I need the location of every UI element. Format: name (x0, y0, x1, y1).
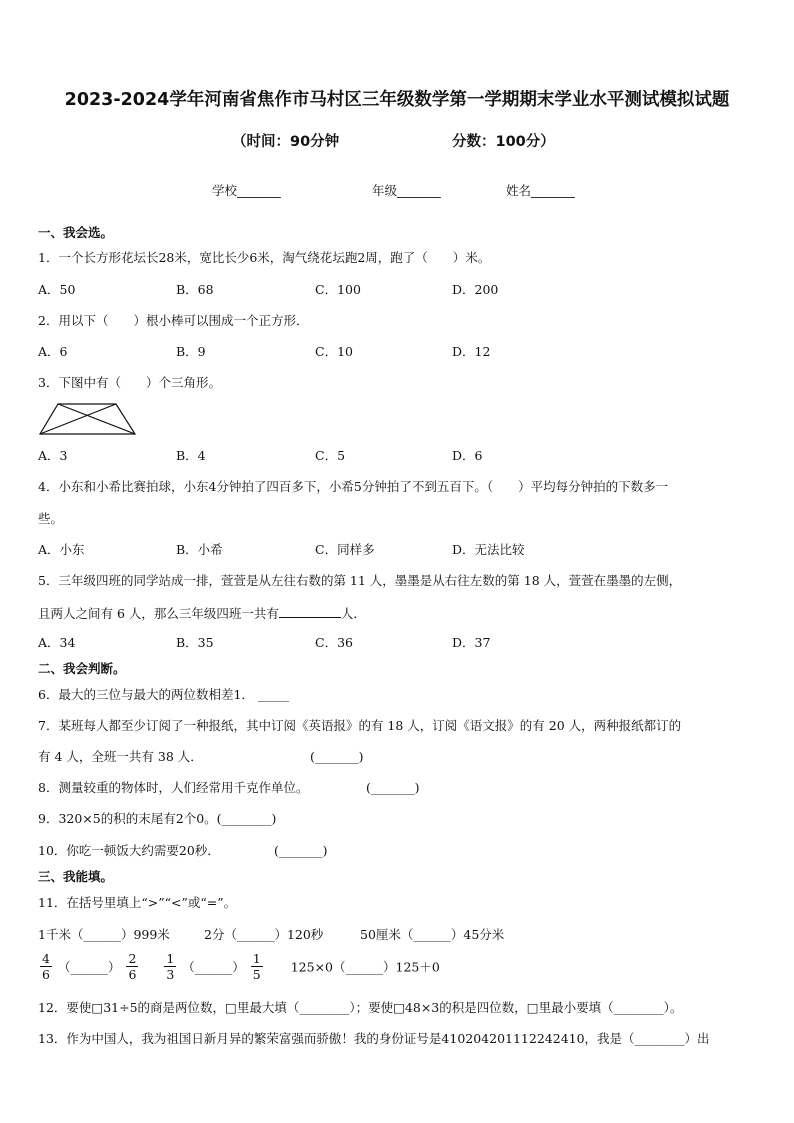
q3-option-a[interactable]: A．3 (38, 448, 68, 463)
q2-option-d[interactable]: D．12 (452, 344, 491, 359)
q6-line (38, 687, 289, 703)
q12-line: 12．要使□31÷5的商是两位数，□里最大填（________）；要使□48×3的积是四位数，□里最小要填（________）。 (38, 1000, 683, 1015)
trapezoid-figure (38, 403, 138, 437)
q9-answer-paren[interactable]: (________) (216, 811, 277, 826)
name-field[interactable]: 姓名_______ (506, 183, 575, 198)
q2-option-a[interactable]: A．6 (38, 344, 68, 359)
q1-option-d[interactable]: D．200 (452, 282, 499, 297)
q5-option-b[interactable]: B．35 (176, 635, 214, 650)
time-label: （时间：90分钟 (232, 134, 340, 150)
q2-stem: 2．用以下（ ）根小棒可以围成一个正方形． (38, 313, 309, 328)
q3-stem: 3．下图中有（ ）个三角形。 (38, 375, 221, 390)
q7-text: 有 4 人，全班一共有 38 人． (38, 749, 203, 764)
q5-stem-line1: 5．三年级四班的同学站成一排，萱萱是从左往右数的第 11 人，墨墨是从右往左数的第 18 人，萱萱在墨墨的左侧， (38, 573, 682, 588)
q1-stem: 1．一个长方形花坛长28米，宽比长少6米，淘气绕花坛跑2周，跑了（ ）米。 (38, 250, 491, 265)
q5-option-d[interactable]: D．37 (452, 635, 491, 650)
q2-option-c[interactable]: C．10 (315, 344, 353, 359)
q4-option-a[interactable]: A．小东 (38, 542, 85, 557)
q6-answer-blank[interactable]: _____ (257, 687, 290, 702)
q4-stem-line2: 些。 (38, 511, 64, 526)
q11-item-km[interactable]: 1千米（______）999米 (38, 927, 170, 942)
q1-option-c[interactable]: C．100 (315, 282, 361, 297)
q8-answer-paren[interactable]: (_______) (366, 780, 420, 795)
q11-blank-frac1[interactable]: （______） (57, 959, 121, 975)
section-heading-choice: 一、我会选。 (38, 225, 114, 240)
trapezoid-diagonal-2 (40, 404, 116, 434)
q7-line2 (38, 749, 364, 765)
q11-stem: 11．在括号里填上“>”“<”或“=”。 (38, 895, 237, 910)
grade-field[interactable]: 年级_______ (372, 183, 441, 198)
q8-text: 8．测量较重的物体时，人们经常用千克作单位。 (38, 780, 309, 795)
q5-answer-blank[interactable] (279, 605, 341, 618)
q5-stem-text: 且两人之间有 6 人，那么三年级四班一共有 (38, 606, 279, 621)
q7-line1: 7．某班每人都至少订阅了一种报纸，其中订阅《英语报》的有 18 人，订阅《语文报》的有 20 人，两种报纸都订的 (38, 718, 682, 733)
q11-blank-frac2[interactable]: （______） (182, 959, 245, 975)
fraction-4-6: $\frac{4}{6}$ (42, 951, 50, 982)
q11-item-multiply[interactable]: 125×0（______）125＋0 (290, 959, 440, 975)
q10-answer-paren[interactable]: (_______) (274, 843, 328, 858)
q1-option-b[interactable]: B．68 (176, 282, 214, 297)
score-label: 分数：100分） (452, 134, 555, 150)
q10-text: 10．你吃一顿饭大约需要20秒． (38, 843, 220, 858)
q3-option-c[interactable]: C．5 (315, 448, 346, 463)
section-heading-judge: 二、我会判断。 (38, 661, 126, 676)
q9-line (38, 811, 276, 827)
fraction-1-3: $\frac{1}{3}$ (166, 951, 175, 982)
q3-option-b[interactable]: B．4 (176, 448, 206, 463)
q1-option-a[interactable]: A．50 (38, 282, 76, 297)
q11-item-cm[interactable]: 50厘米（______）45分米 (360, 927, 505, 942)
q7-answer-paren[interactable]: (_______) (310, 749, 364, 764)
q5-option-c[interactable]: C．36 (315, 635, 353, 650)
q3-option-d[interactable]: D．6 (452, 448, 483, 463)
q5-stem-tail: 人． (340, 606, 366, 621)
q9-text: 9．320×5的积的末尾有2个0。 (38, 811, 217, 826)
q4-option-d[interactable]: D．无法比较 (452, 542, 525, 557)
q2-option-b[interactable]: B．9 (176, 344, 206, 359)
fraction-1-5: $\frac{1}{5}$ (252, 951, 261, 982)
q5-stem-line2 (38, 605, 366, 622)
q4-option-c[interactable]: C．同样多 (315, 542, 375, 557)
q4-stem-line1: 4．小东和小希比赛拍球，小东4分钟拍了四百多下，小希5分钟拍了不到五百下。（ ）平均每分钟拍的下数多一 (38, 479, 669, 494)
q4-option-b[interactable]: B．小希 (176, 542, 223, 557)
school-field[interactable]: 学校_______ (212, 183, 281, 198)
q8-line (38, 780, 420, 796)
trapezoid-outline (40, 404, 135, 434)
q13-line: 13．作为中国人，我为祖国日新月异的繁荣富强而骄傲！我的身份证号是410204201112242410，我是（________）出 (38, 1031, 710, 1046)
q6-text: 6．最大的三位与最大的两位数相差1． (38, 687, 254, 702)
q5-option-a[interactable]: A．34 (38, 635, 76, 650)
fraction-2-6: $\frac{2}{6}$ (128, 951, 137, 982)
q11-item-minutes[interactable]: 2分（______）120秒 (204, 927, 324, 942)
q10-line (38, 843, 328, 859)
q11-row2 (38, 951, 440, 982)
exam-title: 2023-2024学年河南省焦作市马村区三年级数学第一学期期末学业水平测试模拟试题 (64, 90, 730, 110)
section-heading-fill: 三、我能填。 (38, 869, 114, 884)
trapezoid-diagonal-1 (58, 404, 135, 434)
